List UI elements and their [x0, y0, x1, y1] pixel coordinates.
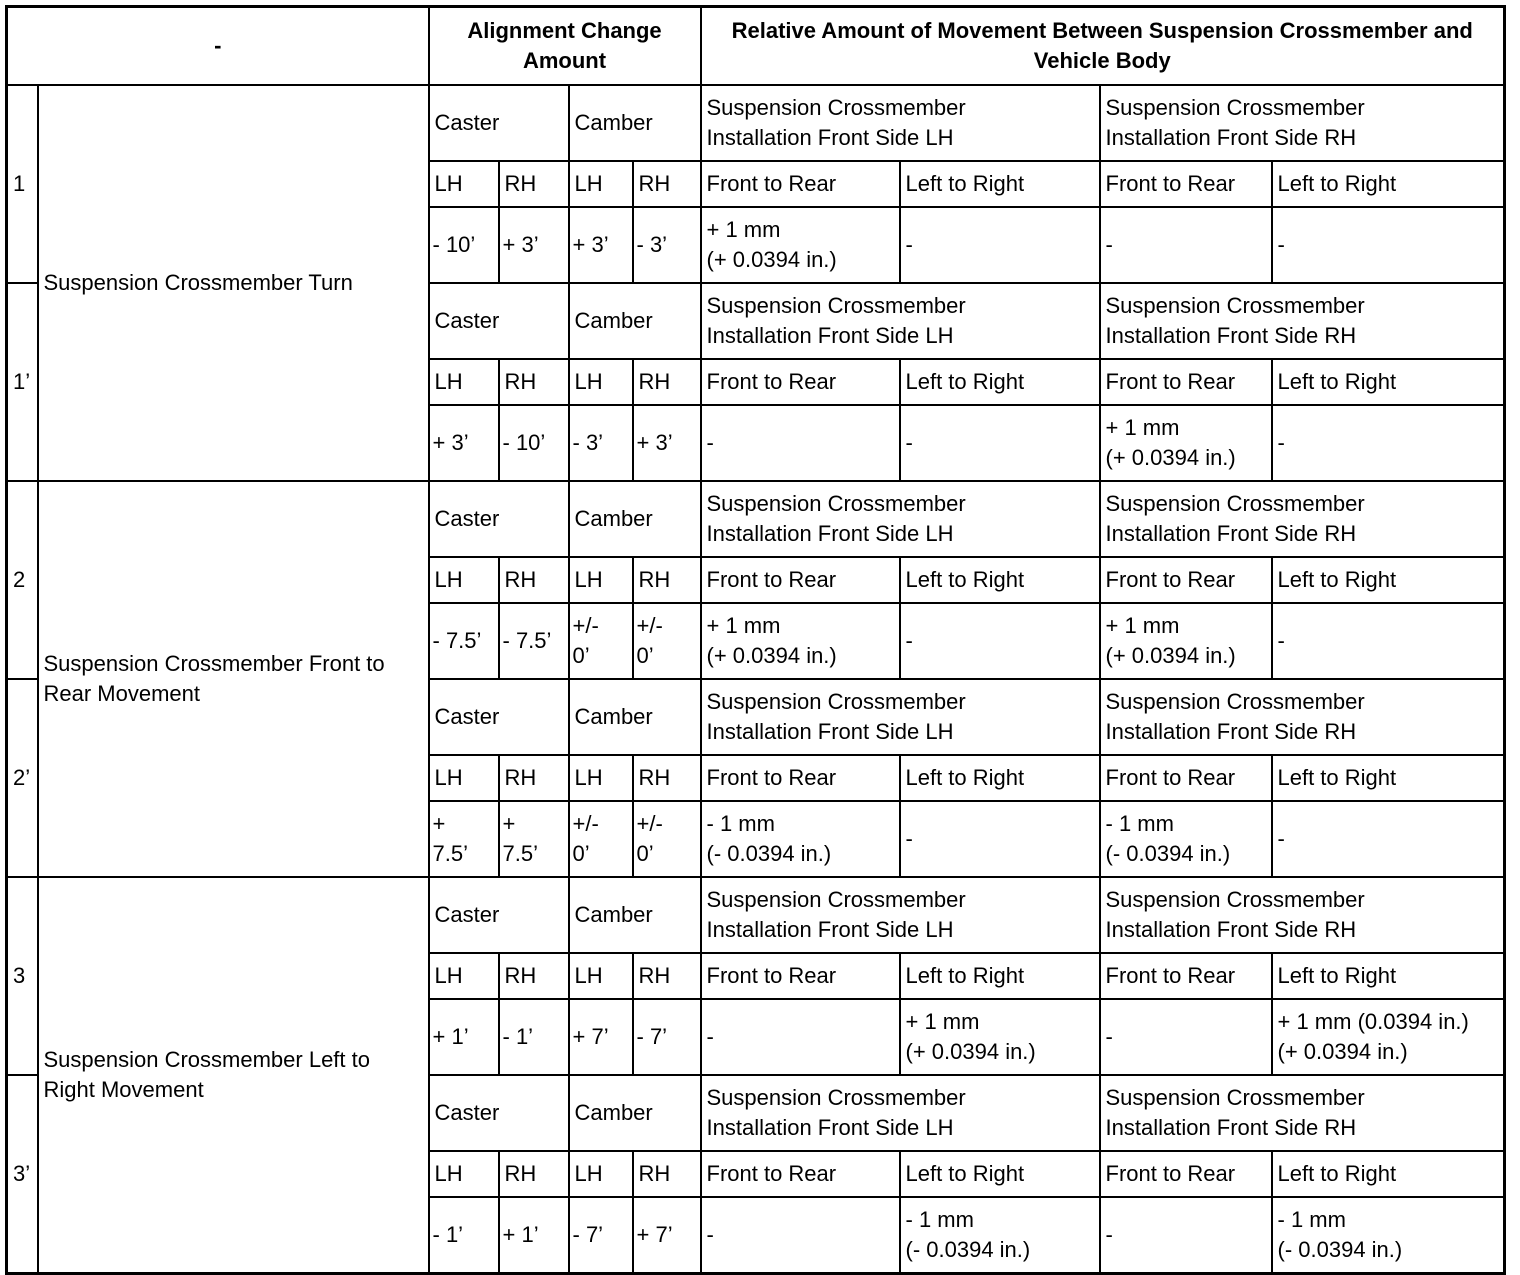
caster-lh-value-line: + 1’ — [432, 1024, 469, 1049]
camber-lh-value-line: +/- — [572, 811, 599, 836]
front-side-lh-label-line: Suspension Crossmember — [706, 1085, 966, 1110]
rh-front-to-rear-value-line: - — [1105, 232, 1113, 257]
front-to-rear-label: Front to Rear — [701, 359, 900, 405]
lh-front-to-rear-value — [701, 207, 900, 283]
caster-label: Caster — [429, 481, 569, 557]
front-side-lh-label — [701, 877, 1100, 953]
camber-rh-value — [633, 603, 701, 679]
front-to-rear-label: Front to Rear — [701, 755, 900, 801]
caster-label: Caster — [429, 1075, 569, 1151]
rh-front-to-rear-value — [1100, 999, 1272, 1075]
front-to-rear-label: Front to Rear — [701, 557, 900, 603]
lh-left-to-right-value — [900, 603, 1100, 679]
lh-label: LH — [429, 953, 499, 999]
lh-label: LH — [569, 161, 633, 207]
front-side-lh-label-line: Installation Front Side LH — [706, 125, 954, 150]
group-name: Suspension Crossmember Left to Right Movement — [38, 877, 429, 1274]
header-row — [7, 7, 1505, 86]
camber-rh-value-line: 0’ — [636, 643, 654, 668]
front-side-lh-label-line: Installation Front Side LH — [706, 521, 954, 546]
camber-rh-value — [633, 405, 701, 481]
front-to-rear-label: Front to Rear — [1100, 1151, 1272, 1197]
header-relative-movement: Relative Amount of Movement Between Suspension Crossmember and Vehicle Body — [701, 7, 1505, 86]
rh-label: RH — [633, 755, 701, 801]
front-side-rh-label — [1100, 877, 1505, 953]
caster-rh-value-line: + 1’ — [502, 1222, 539, 1247]
case-header-row — [7, 85, 1505, 161]
caster-rh-value-line: + 3’ — [502, 232, 539, 257]
rh-label: RH — [499, 1151, 569, 1197]
lh-left-to-right-value — [900, 405, 1100, 481]
caster-label: Caster — [429, 877, 569, 953]
camber-rh-value — [633, 801, 701, 877]
rh-left-to-right-value-line: + 1 mm (0.0394 in.) — [1277, 1009, 1469, 1034]
front-side-lh-label — [701, 85, 1100, 161]
rh-label: RH — [499, 953, 569, 999]
rh-front-to-rear-value-line: - 1 mm — [1105, 811, 1174, 836]
caster-rh-value — [499, 405, 569, 481]
rh-label: RH — [499, 557, 569, 603]
rh-front-to-rear-value-line: - — [1105, 1024, 1113, 1049]
group-name: Suspension Crossmember Front to Rear Movement — [38, 481, 429, 877]
camber-rh-value — [633, 999, 701, 1075]
rh-label: RH — [499, 755, 569, 801]
lh-front-to-rear-value-line: (+ 0.0394 in.) — [706, 247, 837, 272]
lh-label: LH — [569, 953, 633, 999]
lh-front-to-rear-value-line: - — [706, 430, 714, 455]
case-header-row — [7, 877, 1505, 953]
caster-lh-value-line: 7.5’ — [432, 841, 468, 866]
lh-left-to-right-value — [900, 999, 1100, 1075]
caster-lh-value — [429, 405, 499, 481]
camber-label: Camber — [569, 679, 701, 755]
camber-label: Camber — [569, 481, 701, 557]
rh-label: RH — [633, 953, 701, 999]
front-to-rear-label: Front to Rear — [1100, 953, 1272, 999]
case-id: 3 — [7, 877, 38, 1075]
left-to-right-label: Left to Right — [900, 755, 1100, 801]
caster-lh-value-line: - 7.5’ — [432, 628, 482, 653]
camber-lh-value — [569, 801, 633, 877]
front-to-rear-label: Front to Rear — [1100, 755, 1272, 801]
lh-left-to-right-value — [900, 207, 1100, 283]
front-to-rear-label: Front to Rear — [701, 953, 900, 999]
caster-lh-value — [429, 207, 499, 283]
left-to-right-label: Left to Right — [900, 557, 1100, 603]
camber-label: Camber — [569, 1075, 701, 1151]
lh-left-to-right-value — [900, 801, 1100, 877]
camber-lh-value — [569, 405, 633, 481]
rh-left-to-right-value-line: (- 0.0394 in.) — [1277, 1237, 1403, 1262]
camber-label: Camber — [569, 85, 701, 161]
caster-lh-value-line: + — [432, 811, 446, 836]
lh-label: LH — [429, 557, 499, 603]
camber-rh-value-line: - 3’ — [636, 232, 668, 257]
caster-rh-value — [499, 603, 569, 679]
front-side-rh-label-line: Installation Front Side RH — [1105, 917, 1357, 942]
front-side-lh-label-line: Installation Front Side LH — [706, 323, 954, 348]
rh-label: RH — [633, 161, 701, 207]
rh-left-to-right-value — [1272, 603, 1505, 679]
left-to-right-label: Left to Right — [1272, 557, 1505, 603]
front-to-rear-label: Front to Rear — [701, 1151, 900, 1197]
camber-lh-value-line: + 7’ — [572, 1024, 609, 1049]
header-corner: - — [7, 7, 429, 86]
lh-left-to-right-value-line: - — [905, 430, 913, 455]
left-to-right-label: Left to Right — [1272, 755, 1505, 801]
front-side-rh-label-line: Suspension Crossmember — [1105, 1085, 1365, 1110]
lh-front-to-rear-value-line: - 1 mm — [706, 811, 775, 836]
caster-lh-value-line: - 1’ — [432, 1222, 464, 1247]
front-side-lh-label — [701, 283, 1100, 359]
left-to-right-label: Left to Right — [1272, 359, 1505, 405]
caster-rh-value — [499, 1197, 569, 1274]
front-side-rh-label — [1100, 481, 1505, 557]
camber-lh-value-line: 0’ — [572, 643, 590, 668]
front-side-rh-label-line: Suspension Crossmember — [1105, 491, 1365, 516]
lh-label: LH — [569, 557, 633, 603]
caster-lh-value — [429, 1197, 499, 1274]
lh-front-to-rear-value-line: - — [706, 1222, 714, 1247]
front-side-rh-label-line: Suspension Crossmember — [1105, 887, 1365, 912]
rh-front-to-rear-value — [1100, 405, 1272, 481]
lh-label: LH — [569, 1151, 633, 1197]
caster-lh-value — [429, 999, 499, 1075]
front-to-rear-label: Front to Rear — [1100, 161, 1272, 207]
rh-left-to-right-value-line: - 1 mm — [1277, 1207, 1346, 1232]
front-side-rh-label-line: Installation Front Side RH — [1105, 521, 1357, 546]
camber-label: Camber — [569, 283, 701, 359]
rh-label: RH — [633, 1151, 701, 1197]
front-side-rh-label — [1100, 679, 1505, 755]
caster-rh-value-line: 7.5’ — [502, 841, 538, 866]
caster-rh-value-line: + — [502, 811, 516, 836]
front-to-rear-label: Front to Rear — [701, 161, 900, 207]
rh-front-to-rear-value — [1100, 801, 1272, 877]
caster-rh-value-line: - 7.5’ — [502, 628, 552, 653]
case-header-row — [7, 481, 1505, 557]
lh-label: LH — [429, 1151, 499, 1197]
lh-left-to-right-value-line: (+ 0.0394 in.) — [905, 1039, 1036, 1064]
rh-left-to-right-value-line: - — [1277, 826, 1285, 851]
front-side-lh-label-line: Installation Front Side LH — [706, 1115, 954, 1140]
lh-front-to-rear-value-line: - — [706, 1024, 714, 1049]
caster-rh-value-line: - 1’ — [502, 1024, 534, 1049]
camber-lh-value-line: +/- — [572, 613, 599, 638]
front-side-lh-label — [701, 679, 1100, 755]
front-side-lh-label-line: Suspension Crossmember — [706, 491, 966, 516]
camber-rh-value-line: + 3’ — [636, 430, 673, 455]
caster-rh-value-line: - 10’ — [502, 430, 546, 455]
rh-front-to-rear-value — [1100, 1197, 1272, 1274]
rh-label: RH — [633, 557, 701, 603]
front-side-lh-label-line: Installation Front Side LH — [706, 917, 954, 942]
rh-front-to-rear-value-line: (+ 0.0394 in.) — [1105, 445, 1236, 470]
lh-front-to-rear-value — [701, 603, 900, 679]
left-to-right-label: Left to Right — [900, 161, 1100, 207]
case-id: 1 — [7, 85, 38, 283]
front-side-rh-label-line: Suspension Crossmember — [1105, 95, 1365, 120]
case-id: 3’ — [7, 1075, 38, 1274]
lh-front-to-rear-value-line: + 1 mm — [706, 217, 781, 242]
front-side-rh-label-line: Installation Front Side RH — [1105, 719, 1357, 744]
camber-lh-value-line: - 7’ — [572, 1222, 604, 1247]
rh-front-to-rear-value-line: (+ 0.0394 in.) — [1105, 643, 1236, 668]
lh-left-to-right-value-line: (- 0.0394 in.) — [905, 1237, 1031, 1262]
lh-left-to-right-value-line: - — [905, 628, 913, 653]
camber-rh-value-line: 0’ — [636, 841, 654, 866]
caster-lh-value — [429, 603, 499, 679]
front-side-lh-label-line: Suspension Crossmember — [706, 689, 966, 714]
camber-rh-value-line: +/- — [636, 613, 663, 638]
rh-left-to-right-value — [1272, 207, 1505, 283]
caster-lh-value-line: - 10’ — [432, 232, 476, 257]
caster-label: Caster — [429, 85, 569, 161]
front-side-rh-label-line: Installation Front Side RH — [1105, 1115, 1357, 1140]
lh-left-to-right-value-line: - — [905, 232, 913, 257]
front-side-rh-label-line: Installation Front Side RH — [1105, 125, 1357, 150]
front-side-rh-label-line: Suspension Crossmember — [1105, 293, 1365, 318]
rh-front-to-rear-value — [1100, 207, 1272, 283]
front-side-rh-label-line: Suspension Crossmember — [1105, 689, 1365, 714]
front-side-lh-label — [701, 1075, 1100, 1151]
caster-rh-value — [499, 207, 569, 283]
camber-rh-value-line: - 7’ — [636, 1024, 668, 1049]
case-id: 2 — [7, 481, 38, 679]
rh-front-to-rear-value-line: (- 0.0394 in.) — [1105, 841, 1231, 866]
lh-left-to-right-value-line: + 1 mm — [905, 1009, 980, 1034]
camber-lh-value — [569, 999, 633, 1075]
lh-front-to-rear-value — [701, 801, 900, 877]
lh-label: LH — [429, 359, 499, 405]
rh-left-to-right-value — [1272, 405, 1505, 481]
lh-label: LH — [569, 755, 633, 801]
rh-label: RH — [499, 359, 569, 405]
camber-lh-value — [569, 207, 633, 283]
camber-rh-value — [633, 1197, 701, 1274]
camber-lh-value — [569, 1197, 633, 1274]
caster-rh-value — [499, 999, 569, 1075]
camber-lh-value-line: - 3’ — [572, 430, 604, 455]
lh-label: LH — [429, 161, 499, 207]
lh-label: LH — [429, 755, 499, 801]
rh-label: RH — [499, 161, 569, 207]
front-to-rear-label: Front to Rear — [1100, 557, 1272, 603]
caster-label: Caster — [429, 283, 569, 359]
camber-lh-value-line: + 3’ — [572, 232, 609, 257]
front-side-lh-label-line: Suspension Crossmember — [706, 95, 966, 120]
left-to-right-label: Left to Right — [1272, 161, 1505, 207]
lh-left-to-right-value-line: - 1 mm — [905, 1207, 974, 1232]
rh-left-to-right-value-line: - — [1277, 628, 1285, 653]
front-to-rear-label: Front to Rear — [1100, 359, 1272, 405]
front-side-lh-label-line: Installation Front Side LH — [706, 719, 954, 744]
front-side-lh-label — [701, 481, 1100, 557]
left-to-right-label: Left to Right — [900, 1151, 1100, 1197]
left-to-right-label: Left to Right — [1272, 1151, 1505, 1197]
rh-front-to-rear-value-line: + 1 mm — [1105, 613, 1180, 638]
group-name: Suspension Crossmember Turn — [38, 85, 429, 481]
rh-front-to-rear-value-line: + 1 mm — [1105, 415, 1180, 440]
camber-rh-value-line: +/- — [636, 811, 663, 836]
front-side-rh-label — [1100, 85, 1505, 161]
case-id: 1’ — [7, 283, 38, 481]
rh-left-to-right-value — [1272, 999, 1505, 1075]
camber-lh-value-line: 0’ — [572, 841, 590, 866]
front-side-rh-label — [1100, 1075, 1505, 1151]
caster-lh-value — [429, 801, 499, 877]
left-to-right-label: Left to Right — [900, 359, 1100, 405]
lh-left-to-right-value-line: - — [905, 826, 913, 851]
caster-rh-value — [499, 801, 569, 877]
rh-left-to-right-value-line: - — [1277, 232, 1285, 257]
camber-rh-value — [633, 207, 701, 283]
camber-rh-value-line: + 7’ — [636, 1222, 673, 1247]
lh-front-to-rear-value-line: (- 0.0394 in.) — [706, 841, 832, 866]
lh-front-to-rear-value — [701, 999, 900, 1075]
rh-front-to-rear-value — [1100, 603, 1272, 679]
rh-left-to-right-value — [1272, 801, 1505, 877]
camber-label: Camber — [569, 877, 701, 953]
case-id: 2’ — [7, 679, 38, 877]
rh-left-to-right-value-line: - — [1277, 430, 1285, 455]
lh-front-to-rear-value — [701, 1197, 900, 1274]
rh-left-to-right-value — [1272, 1197, 1505, 1274]
front-side-rh-label-line: Installation Front Side RH — [1105, 323, 1357, 348]
rh-label: RH — [633, 359, 701, 405]
rh-front-to-rear-value-line: - — [1105, 1222, 1113, 1247]
caster-label: Caster — [429, 679, 569, 755]
lh-label: LH — [569, 359, 633, 405]
front-side-lh-label-line: Suspension Crossmember — [706, 293, 966, 318]
rh-left-to-right-value-line: (+ 0.0394 in.) — [1277, 1039, 1408, 1064]
left-to-right-label: Left to Right — [1272, 953, 1505, 999]
caster-lh-value-line: + 3’ — [432, 430, 469, 455]
front-side-rh-label — [1100, 283, 1505, 359]
left-to-right-label: Left to Right — [900, 953, 1100, 999]
lh-front-to-rear-value-line: (+ 0.0394 in.) — [706, 643, 837, 668]
header-alignment: Alignment Change Amount — [429, 7, 701, 86]
lh-front-to-rear-value-line: + 1 mm — [706, 613, 781, 638]
front-side-lh-label-line: Suspension Crossmember — [706, 887, 966, 912]
lh-front-to-rear-value — [701, 405, 900, 481]
camber-lh-value — [569, 603, 633, 679]
crossmember-alignment-table — [5, 5, 1506, 1275]
lh-left-to-right-value — [900, 1197, 1100, 1274]
